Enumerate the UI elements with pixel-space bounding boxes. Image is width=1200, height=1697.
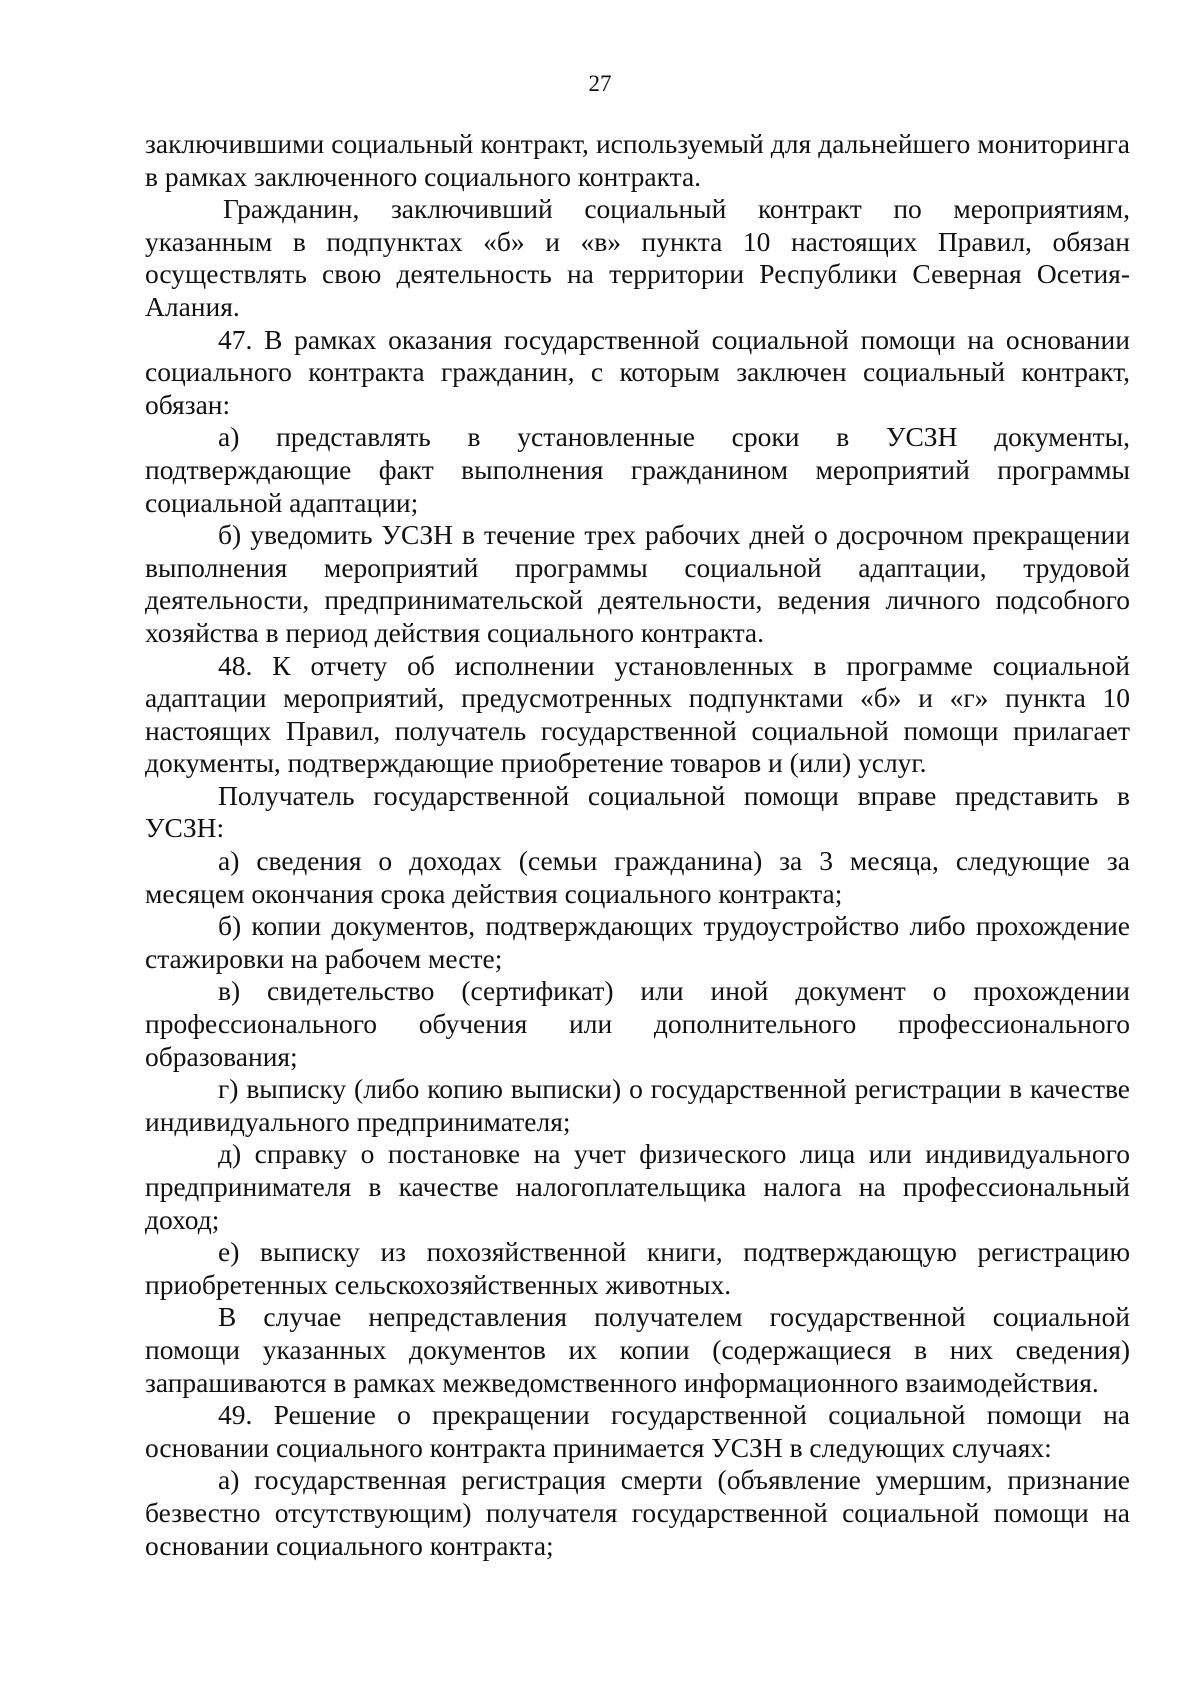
paragraph-48-v: в) свидетельство (сертификат) или иной документ о прохождении профессионального обучения или дополнительного профессионального образования; [145,975,1130,1072]
paragraph-47: 47. В рамках оказания государственной социальной помощи на основании социального контракта гражданин, с которым заключен социальный контракт, обязан: [145,323,1130,420]
paragraph-48-b: б) копии документов, подтверждающих трудоустройство либо прохождение стажировки на рабочем месте; [145,910,1130,974]
document-body [145,128,1130,1562]
paragraph-48-g: г) выписку (либо копию выписки) о государственной регистрации в качестве индивидуального предпринимателя; [145,1073,1130,1137]
paragraph-48-d: д) справку о постановке на учет физического лица или индивидуального предпринимателя в качестве налогоплательщика налога на профессиональный доход; [145,1138,1130,1235]
paragraph-continuation: заключившими социальный контракт, используемый для дальнейшего мониторинга в рамках заключенного социального контракта. [145,128,1130,192]
paragraph-48: 48. К отчету об исполнении установленных в программе социальной адаптации мероприятий, предусмотренных подпунктами «б» и «г» пункта 10 настоящих Правил, получатель государственной социальной помощи прилагает документы, подтверждающие приобретение товаров и (или) услуг. [145,649,1130,779]
paragraph-47-a: а) представлять в установленные сроки в УСЗН документы, подтверждающие факт выполнения гражданином мероприятий программы социальной адаптации; [145,421,1130,518]
paragraph-citizen-obligation: Гражданин, заключивший социальный контракт по мероприятиям, указанным в подпунктах «б» и «в» пункта 10 настоящих Правил, обязан осуществлять свою деятельность на территории Республики Северная Осетия-Алания. [145,193,1130,322]
paragraph-48-e: е) выписку из похозяйственной книги, подтверждающую регистрацию приобретенных сельскохозяйственных животных. [145,1236,1130,1300]
paragraph-49-a: а) государственная регистрация смерти (объявление умершим, признание безвестно отсутствующим) получателя государственной социальной помощи на основании социального контракта; [145,1464,1130,1561]
paragraph-47-b: б) уведомить УСЗН в течение трех рабочих дней о досрочном прекращении выполнения мероприятий программы социальной адаптации, трудовой деятельности, предпринимательской деятельности, ведения личного подсобного хозяйства в период действия социального контракта. [145,519,1130,648]
paragraph-48-a: а) сведения о доходах (семьи гражданина) за 3 месяца, следующие за месяцем окончания срока действия социального контракта; [145,845,1130,909]
paragraph-49: 49. Решение о прекращении государственной социальной помощи на основании социального контракта принимается УСЗН в следующих случаях: [145,1399,1130,1463]
paragraph-recipient-may-submit: Получатель государственной социальной помощи вправе представить в УСЗН: [145,779,1130,844]
paragraph-non-submission: В случае непредставления получателем государственной социальной помощи указанных документов их копии (содержащиеся в них сведения) запрашиваются в рамках межведомственного информационного взаимодействия. [145,1301,1130,1398]
page-number: 27 [588,71,612,96]
